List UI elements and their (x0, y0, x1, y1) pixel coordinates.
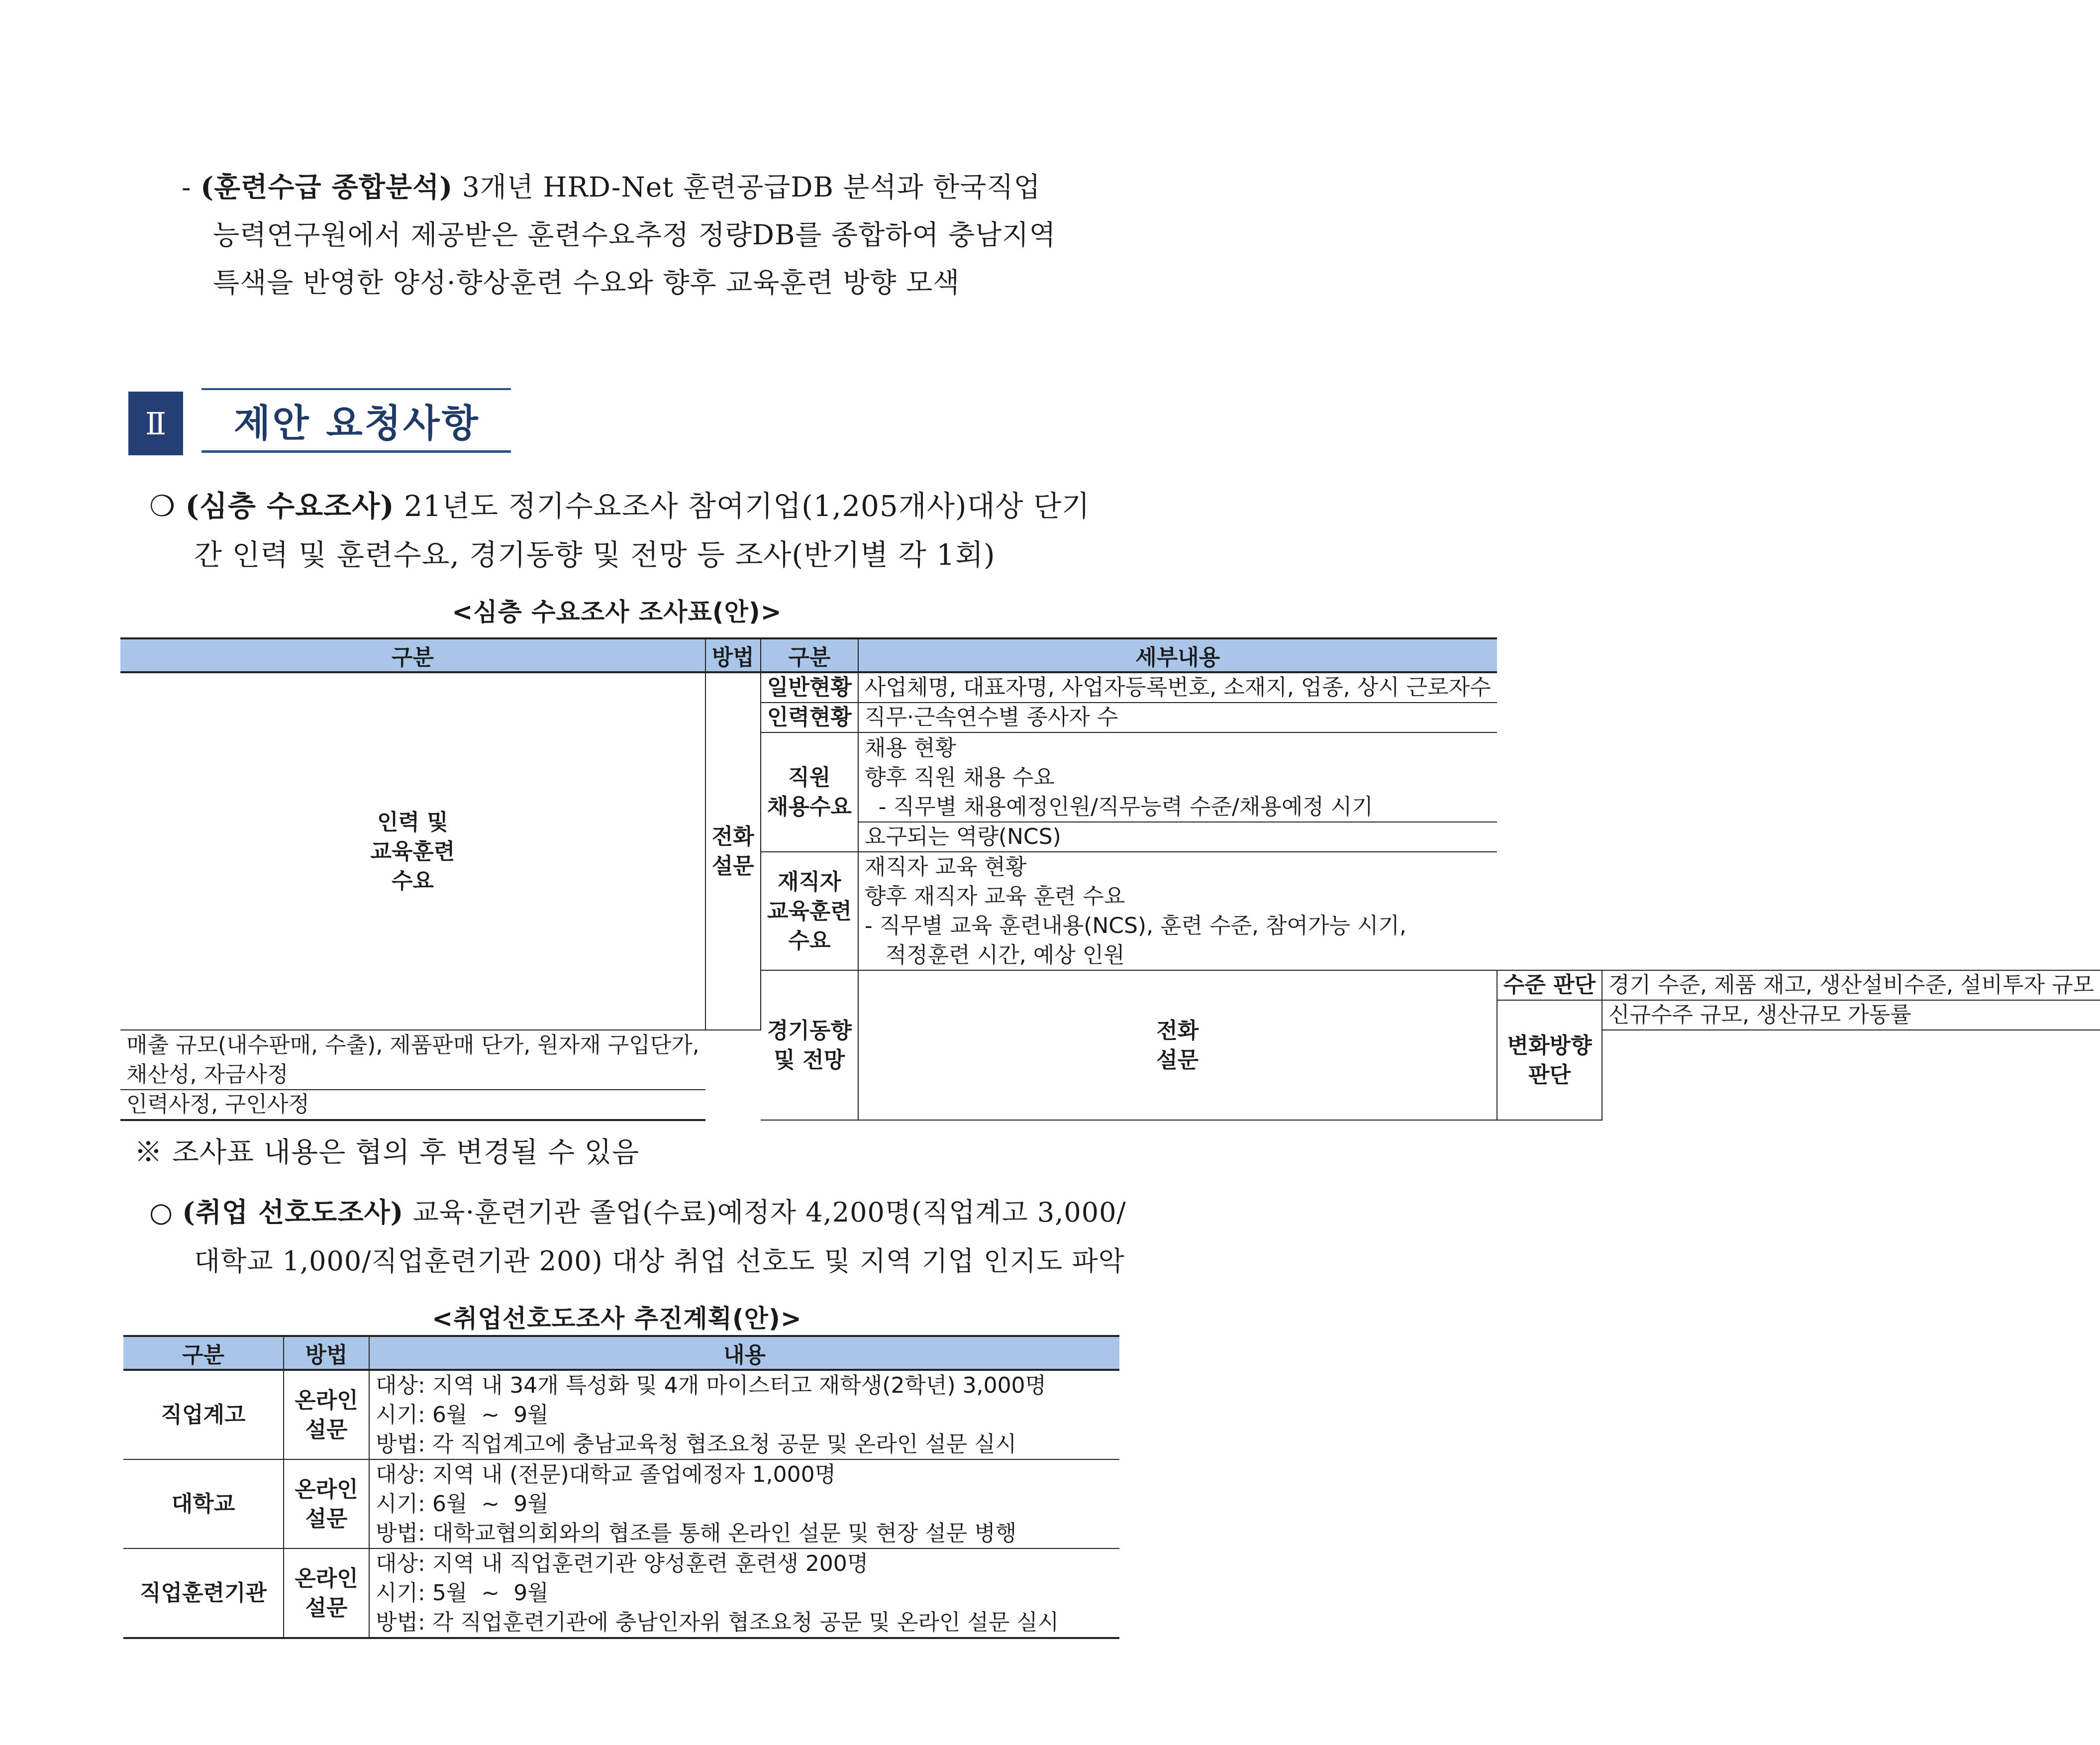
table1-header-method: 방법 (705, 638, 761, 672)
item1-line-1-text: 21년도 정기수요조사 참여기업(1,205개사)대상 단기 (394, 489, 1091, 523)
table1-method-phone-survey-2: 전화 설문 (858, 970, 1497, 1120)
table1-header-category: 구분 (120, 638, 705, 672)
table1-caption: <심층 수요조사 조사표(안)> (452, 598, 782, 626)
table-row (123, 1459, 1119, 1548)
table2-method-online-2: 온라인 설문 (284, 1459, 369, 1548)
intro-dash: - (182, 171, 201, 203)
table1-detail-sales: 매출 규모(내수판매, 수출), 제품판매 단가, 원자재 구입단가, 채산성, 자금사정 (120, 1030, 705, 1090)
table1-detail-general: 사업체명, 대표자명, 사업자등록번호, 소재지, 업종, 상시 근로자수 (858, 672, 1497, 703)
table1-sub-training: 재직자 교육훈련 수요 (761, 852, 858, 970)
table1-detail-competency: 요구되는 역량(NCS) (858, 822, 1497, 852)
section-title-top-rule (201, 388, 511, 390)
item2-line-1-text: 교육·훈련기관 졸업(수료)예정자 4,200명(직업계고 3,000/ (403, 1197, 1126, 1228)
table1-sub-change: 변화방향 판단 (1497, 1000, 1602, 1120)
survey-form-table (120, 637, 2100, 1121)
table2-header-category: 구분 (123, 1336, 284, 1370)
intro-line-2: 능력연구원에서 제공받은 훈련수요추정 정량DB를 종합하여 충남지역 (213, 219, 1056, 251)
table2-content-university: 대상: 지역 내 (전문)대학교 졸업예정자 1,000명 시기: 6월 ~ 9월 방법: 대학교협의회와의 협조를 통해 온라인 설문 및 현장 설문 병행 (369, 1459, 1119, 1548)
item1-line-1 (149, 483, 1090, 524)
table2-header-content: 내용 (369, 1336, 1119, 1370)
item1-line-2: 간 인력 및 훈련수요, 경기동향 및 전망 등 조사(반기별 각 1회) (194, 538, 996, 572)
table2-category-training-institute: 직업훈련기관 (123, 1548, 284, 1638)
table2-content-vocational-high: 대상: 지역 내 34개 특성화 및 4개 마이스터고 재학생(2학년) 3,000명 시기: 6월 ~ 9월 방법: 각 직업계고에 충남교육청 협조요청 공문 및 온라인 설문 실시 (369, 1370, 1119, 1459)
table1-sub-level: 수준 판단 (1497, 970, 1602, 1000)
preference-survey-table (123, 1335, 1119, 1639)
table2-header-method: 방법 (284, 1336, 369, 1370)
table1-header-subcategory: 구분 (761, 638, 858, 672)
table-row (123, 1548, 1119, 1638)
table1-sub-workforce: 인력현황 (761, 703, 858, 732)
table1-detail-hiring: 채용 현황 향후 직원 채용 수요 - 직무별 채용예정인원/직무능력 수준/채용예정 시기 (858, 732, 1497, 822)
intro-line-1-text: 3개년 HRD-Net 훈련공급DB 분석과 한국직업 (453, 171, 1041, 203)
item2-line-2: 대학교 1,000/직업훈련기관 200) 대상 취업 선호도 및 지역 기업 인지도 파악 (194, 1245, 1125, 1277)
table2-caption: <취업선호도조사 추진계획(안)> (432, 1304, 802, 1333)
table1-detail-training: 재직자 교육 현황 향후 재직자 교육 훈련 수요 - 직무별 교육 훈련내용(NCS), 훈련 수준, 참여가능 시기, 적정훈련 시간, 예상 인원 (858, 852, 1497, 970)
intro-line-3: 특색을 반영한 양성·향상훈련 수요와 향후 교육훈련 방향 모색 (213, 267, 960, 299)
table1-detail-workforce: 직무·근속연수별 종사자 수 (858, 703, 1497, 732)
item2-line-1 (149, 1191, 1126, 1230)
table1-detail-orders: 신규수주 규모, 생산규모 가동률 (1602, 1000, 2100, 1030)
table2-category-university: 대학교 (123, 1459, 284, 1548)
intro-line-1 (182, 165, 1041, 205)
table1-header-detail: 세부내용 (858, 638, 1497, 672)
item2-bullet: ○ (149, 1197, 174, 1228)
table2-category-vocational-high: 직업계고 (123, 1370, 284, 1459)
table1-sub-hiring: 직원 채용수요 (761, 732, 858, 852)
section-title: 제안 요청사항 (234, 401, 480, 445)
table1-method-phone-survey: 전화 설문 (705, 672, 761, 1030)
table2-method-online: 온라인 설문 (284, 1370, 369, 1459)
table2-content-training-institute: 대상: 지역 내 직업훈련기관 양성훈련 훈련생 200명 시기: 5월 ~ 9월 방법: 각 직업훈련기관에 충남인자위 협조요청 공문 및 온라인 설문 실시 (369, 1548, 1119, 1638)
table1-detail-hiring-status: 인력사정, 구인사정 (120, 1090, 705, 1120)
table1-category-workforce: 인력 및 교육훈련 수요 (120, 672, 705, 1030)
table1-sub-general: 일반현황 (761, 672, 858, 703)
note-text: ※ 조사표 내용은 협의 후 변경될 수 있음 (134, 1136, 640, 1169)
table1-category-economy: 경기동향 및 전망 (761, 970, 858, 1120)
table1-detail-level: 경기 수준, 제품 재고, 생산설비수준, 설비투자 규모 (1602, 970, 2100, 1000)
table-row (120, 672, 2100, 703)
section-title-bottom-rule (201, 450, 511, 453)
intro-bold-label: (훈련수급 종합분석) (200, 171, 453, 203)
item1-bold-label: (심층 수요조사) (185, 489, 395, 523)
table2-method-online-3: 온라인 설문 (284, 1548, 369, 1638)
item2-bold-label: (취업 선호도조사) (182, 1196, 404, 1228)
item1-bullet: ❍ (149, 489, 176, 523)
table-row (123, 1370, 1119, 1459)
section-number-badge: Ⅱ (128, 392, 183, 455)
